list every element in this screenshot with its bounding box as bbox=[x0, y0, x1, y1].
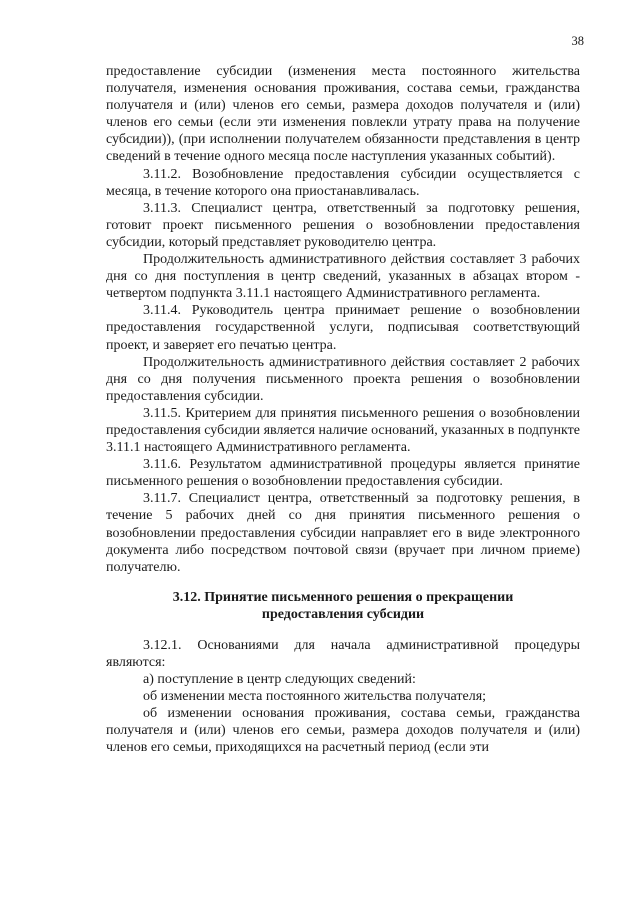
paragraph: 3.11.2. Возобновление предоставления субсидии осуществляется с месяца, в течение которого она приостанавливалась. bbox=[106, 166, 580, 199]
section-heading: 3.12. Принятие письменного решения о прекращении предоставления субсидии bbox=[172, 589, 514, 623]
document-body bbox=[106, 63, 580, 756]
paragraph: Продолжительность административного действия составляет 2 рабочих дня со дня получения письменного проекта решения о возобновлении предоставления субсидии. bbox=[106, 354, 580, 404]
paragraph: а) поступление в центр следующих сведений: bbox=[143, 672, 416, 687]
paragraph: 3.12.1. Основаниями для начала административной процедуры являются: bbox=[106, 637, 580, 670]
paragraph: 3.11.3. Специалист центра, ответственный за подготовку решения, готовит проект письменного решения о возобновлении предоставления субсидии, который представляет руководителю центра. bbox=[106, 200, 580, 250]
paragraph: об изменении места постоянного жительства получателя; bbox=[143, 689, 487, 705]
page-number: 38 bbox=[571, 34, 584, 48]
paragraph: 3.11.5. Критерием для принятия письменного решения о возобновлении предоставления субсидии является наличие оснований, указанных в подпункте 3.11.1 настоящего Административного регламента. bbox=[106, 405, 580, 456]
paragraph: 3.11.4. Руководитель центра принимает решение о возобновлении предоставления государственной услуги, подписывая соответствующий проект, и заверяет его печатью центра. bbox=[106, 303, 580, 353]
paragraph: предоставление субсидии (изменения места постоянного жительства получателя, изменения основания проживания, состава семьи, гражданства получателя и (или) членов его семьи, размера доходов получателя и (или) членов его семьи (если эти изменения повлекли утрату права на получение субсидии)), (при исполнении получателем обязанности представления в центр сведений в течение одного месяца после наступления указанных событий). bbox=[106, 64, 580, 165]
paragraph: об изменении основания проживания, состава семьи, гражданства получателя и (или) членов его семьи, размера доходов получателя и (или) членов его семьи, приходящихся на расчетный период (если эти bbox=[106, 706, 580, 756]
paragraph: 3.11.7. Специалист центра, ответственный за подготовку решения, в течение 5 рабочих дней со дня принятия письменного решения о возобновлении предоставления субсидии направляет его в виде электронного документа либо посредством почтовой связи (вручает при личном приеме) получателю. bbox=[106, 491, 580, 575]
paragraph: 3.11.6. Результатом административной процедуры является принятие письменного решения о возобновлении предоставления субсидии. bbox=[106, 457, 580, 490]
paragraph: Продолжительность административного действия составляет 3 рабочих дня со дня поступления в центр сведений, указанных в абзацах втором - четвертом подпункта 3.11.1 настоящего Административного регламента. bbox=[106, 252, 580, 302]
